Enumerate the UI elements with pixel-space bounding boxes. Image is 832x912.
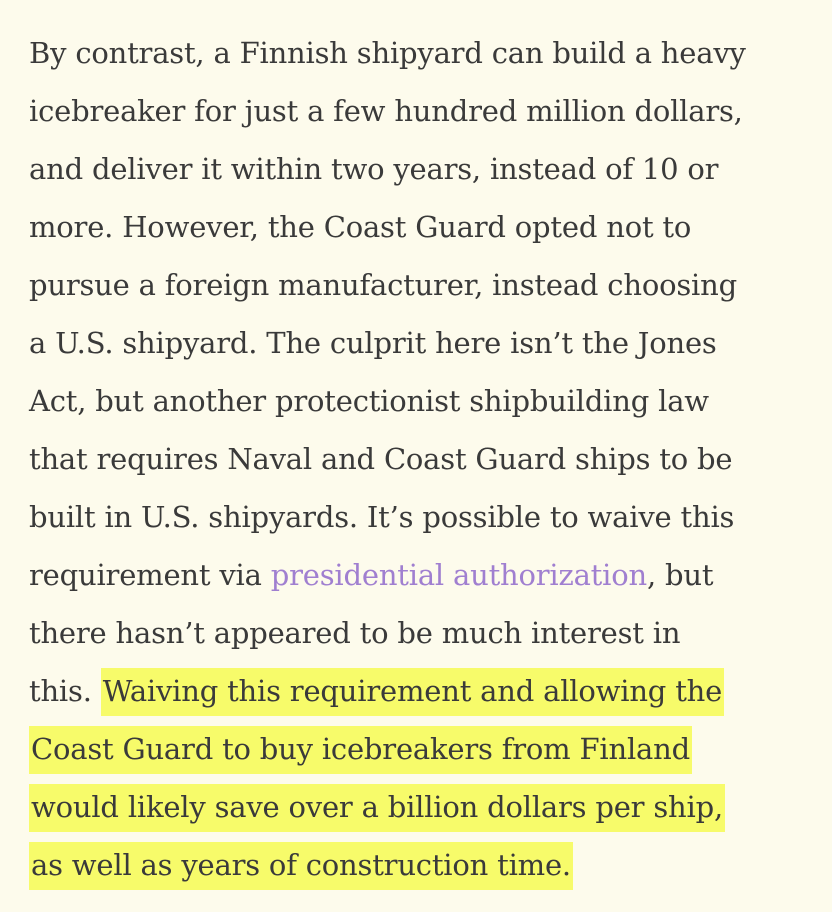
- text-line: [29, 836, 819, 894]
- text-line: [29, 546, 819, 604]
- text-line: icebreaker for just a few hundred million dollars,: [29, 94, 743, 128]
- text-line: that requires Naval and Coast Guard ships to be: [29, 442, 733, 476]
- text-line: By contrast, a Finnish shipyard can build a heavy: [29, 36, 746, 70]
- text-line: [29, 662, 819, 720]
- text-line: and deliver it within two years, instead of 10 or: [29, 152, 719, 186]
- article-paragraph: [29, 24, 819, 894]
- text-line: [29, 720, 819, 778]
- text-line: Act, but another protectionist shipbuilding law: [29, 384, 709, 418]
- text-line: more. However, the Coast Guard opted not to: [29, 210, 692, 244]
- text-line: [29, 778, 819, 836]
- text-segment: , but: [646, 558, 714, 592]
- text-line: there hasn’t appeared to be much interest in: [29, 616, 681, 650]
- highlighted-text: as well as years of construction time.: [29, 842, 573, 890]
- text-line: built in U.S. shipyards. It’s possible to waive this: [29, 500, 735, 534]
- highlighted-text: Coast Guard to buy icebreakers from Finland: [29, 726, 692, 774]
- text-line: a U.S. shipyard. The culprit here isn’t the Jones: [29, 326, 717, 360]
- highlighted-text: would likely save over a billion dollars per ship,: [29, 784, 725, 832]
- presidential-authorization-link[interactable]: presidential authorization: [270, 558, 647, 592]
- text-segment: this.: [29, 674, 101, 708]
- text-segment: requirement via: [29, 558, 271, 592]
- text-line: pursue a foreign manufacturer, instead choosing: [29, 268, 737, 302]
- highlighted-text: Waiving this requirement and allowing the: [101, 668, 724, 716]
